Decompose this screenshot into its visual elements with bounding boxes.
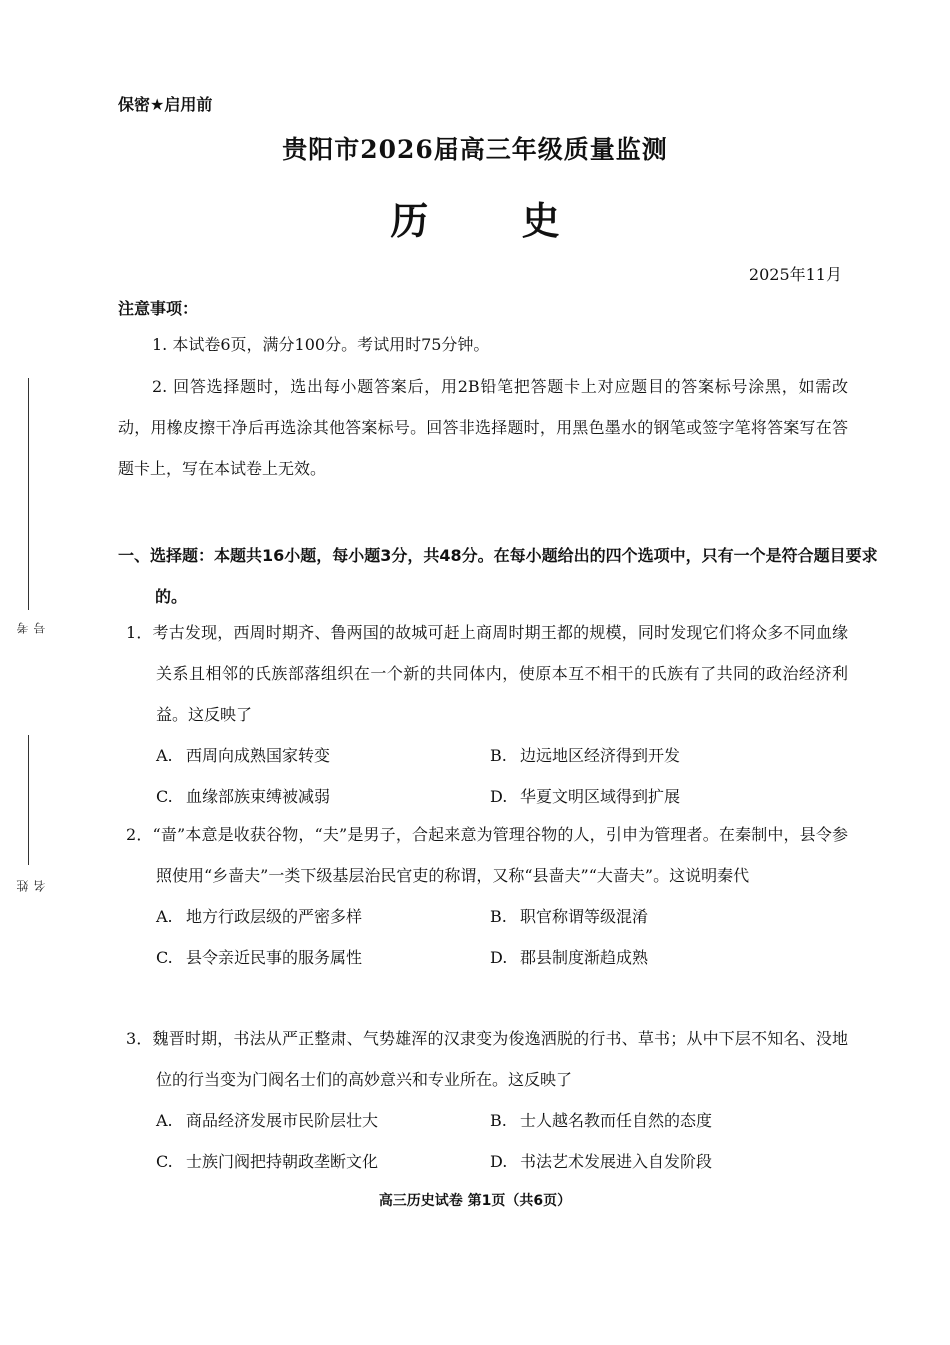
question-1 xyxy=(126,612,848,817)
option-b xyxy=(490,896,824,937)
option-text: 士族门阀把持朝政垄断文化 xyxy=(186,1152,379,1171)
exam-number-label: 考号 xyxy=(16,622,47,634)
option-c xyxy=(156,937,490,978)
option-letter: D. xyxy=(490,948,508,967)
option-text: 书法艺术发展进入自发阶段 xyxy=(520,1152,713,1171)
option-letter: A. xyxy=(156,1111,173,1130)
option-letter: A. xyxy=(156,746,173,765)
margin-line-top xyxy=(28,378,29,610)
name-label: 姓名 xyxy=(16,880,47,892)
option-letter: D. xyxy=(490,787,508,806)
option-letter: C. xyxy=(156,1152,173,1171)
page-footer: 高三历史试卷 第1页（共6页） xyxy=(378,1193,572,1209)
option-text: 华夏文明区域得到扩展 xyxy=(520,787,681,806)
option-text: 血缘部族束缚被减弱 xyxy=(186,787,331,806)
question-3 xyxy=(126,1018,848,1182)
option-d xyxy=(490,1141,824,1182)
option-text: 商品经济发展市民阶层壮大 xyxy=(186,1111,379,1130)
option-text: 地方行政层级的严密多样 xyxy=(186,907,363,926)
options-grid xyxy=(126,1100,848,1182)
option-text: 西周向成熟国家转变 xyxy=(186,746,331,765)
subject-title: 历 史 xyxy=(390,198,600,243)
options-grid xyxy=(126,896,848,978)
option-letter: B. xyxy=(490,907,507,926)
option-letter: B. xyxy=(490,746,507,765)
option-letter: A. xyxy=(156,907,173,926)
option-b xyxy=(490,1100,824,1141)
question-stem: 1．考古发现，西周时期齐、鲁两国的故城可赶上商周时期王都的规模，同时发现它们将众多不同血缘关系且相邻的氏族部落组织在一个新的共同体内，使原本互不相干的氏族有了共同的政治经济利益。这反映了 xyxy=(126,623,848,724)
option-text: 边远地区经济得到开发 xyxy=(520,746,681,765)
exam-date: 2025年11月 xyxy=(748,265,842,284)
question-stem: 2．“啬”本意是收获谷物，“夫”是男子，合起来意为管理谷物的人，引申为管理者。在秦制中，县令参照使用“乡啬夫”一类下级基层治民官吏的称谓，又称“县啬夫”“大啬夫”。这说明秦代 xyxy=(126,825,848,885)
notice-heading: 注意事项： xyxy=(118,299,199,318)
option-text: 士人越名教而任自然的态度 xyxy=(520,1111,713,1130)
option-letter: C. xyxy=(156,787,173,806)
option-a xyxy=(156,896,490,937)
confidential-mark: 保密★启用前 xyxy=(118,95,213,114)
option-letter: C. xyxy=(156,948,173,967)
option-letter: B. xyxy=(490,1111,507,1130)
margin-line-middle xyxy=(28,735,29,865)
option-a xyxy=(156,735,490,776)
notice-item: 2. 回答选择题时，选出每小题答案后，用2B铅笔把答题卡上对应题目的答案标号涂黑，如需改动，用橡皮擦干净后再选涂其他答案标号。回答非选择题时，用黑色墨水的钢笔或签字笔将答案写在答题卡上，写在本试卷上无效。 xyxy=(118,377,848,478)
option-text: 郡县制度渐趋成熟 xyxy=(520,948,649,967)
question-2 xyxy=(126,814,848,978)
option-b xyxy=(490,735,824,776)
option-c xyxy=(156,1141,490,1182)
option-text: 职官称谓等级混淆 xyxy=(520,907,649,926)
section-heading: 一、选择题：本题共16小题，每小题3分，共48分。在每小题给出的四个选项中，只有一个是符合题目要求的。 xyxy=(118,546,878,606)
exam-title: 贵阳市2026届高三年级质量监测 xyxy=(282,135,668,164)
option-d xyxy=(490,776,824,817)
options-grid xyxy=(126,735,848,817)
option-d xyxy=(490,937,824,978)
option-letter: D. xyxy=(490,1152,508,1171)
option-c xyxy=(156,776,490,817)
option-text: 县令亲近民事的服务属性 xyxy=(186,948,363,967)
option-a xyxy=(156,1100,490,1141)
question-stem: 3．魏晋时期，书法从严正整肃、气势雄浑的汉隶变为俊逸洒脱的行书、草书；从中下层不知名、没地位的行当变为门阀名士们的高妙意兴和专业所在。这反映了 xyxy=(126,1029,848,1089)
notice-item: 1. 本试卷6页，满分100分。考试用时75分钟。 xyxy=(152,335,490,354)
